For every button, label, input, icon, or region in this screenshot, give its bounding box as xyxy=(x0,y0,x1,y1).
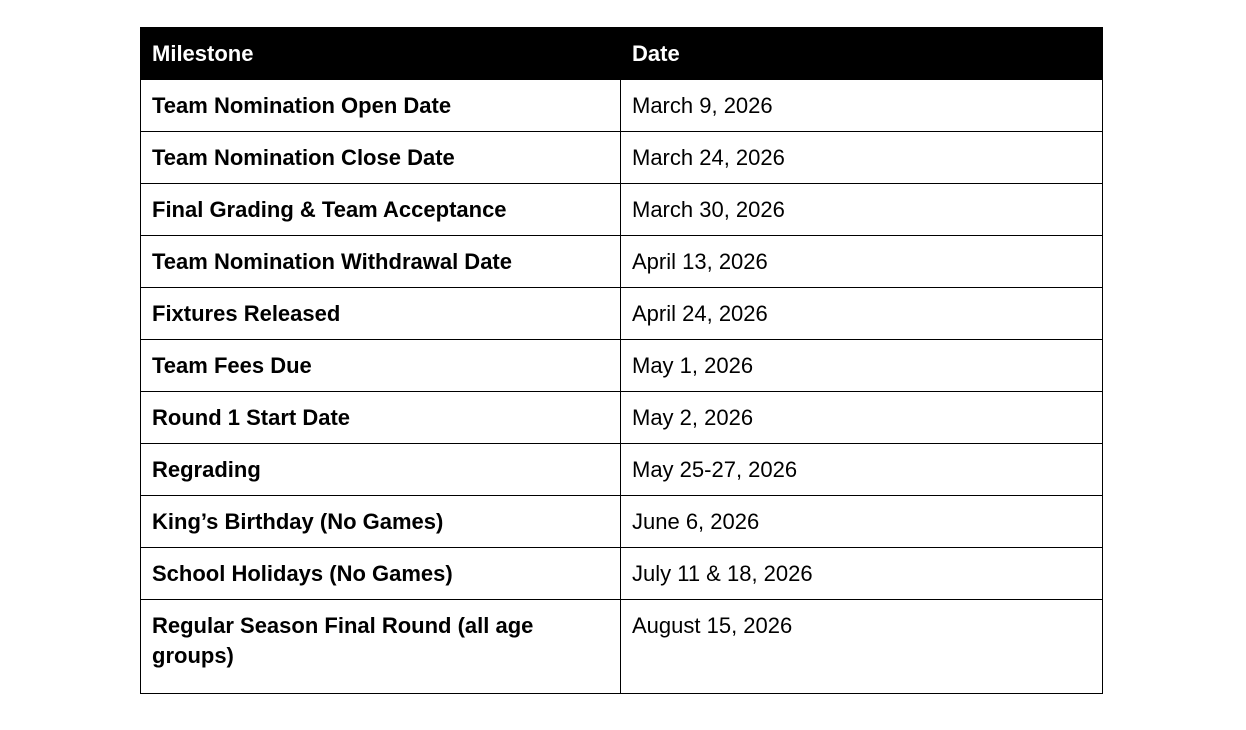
table-row xyxy=(141,132,1103,184)
date-cell: April 24, 2026 xyxy=(621,288,1103,340)
date-cell: July 11 & 18, 2026 xyxy=(621,548,1103,600)
date-cell: May 1, 2026 xyxy=(621,340,1103,392)
table-row xyxy=(141,184,1103,236)
milestone-cell: King’s Birthday (No Games) xyxy=(141,496,621,548)
milestone-cell: Regrading xyxy=(141,444,621,496)
date-cell: March 9, 2026 xyxy=(621,80,1103,132)
milestone-table xyxy=(140,27,1103,694)
column-header-milestone: Milestone xyxy=(141,28,621,80)
table-row xyxy=(141,340,1103,392)
table-row xyxy=(141,444,1103,496)
milestone-cell: Team Nomination Withdrawal Date xyxy=(141,236,621,288)
column-header-date: Date xyxy=(621,28,1103,80)
date-cell: June 6, 2026 xyxy=(621,496,1103,548)
table-row xyxy=(141,600,1103,694)
milestone-cell: Regular Season Final Round (all age groups) xyxy=(141,600,621,694)
date-cell: May 25-27, 2026 xyxy=(621,444,1103,496)
milestone-cell: Team Fees Due xyxy=(141,340,621,392)
milestone-cell: School Holidays (No Games) xyxy=(141,548,621,600)
table-row xyxy=(141,548,1103,600)
table-header-row xyxy=(141,28,1103,80)
date-cell: March 24, 2026 xyxy=(621,132,1103,184)
table-row xyxy=(141,392,1103,444)
milestone-cell: Team Nomination Open Date xyxy=(141,80,621,132)
table-row xyxy=(141,496,1103,548)
date-cell: May 2, 2026 xyxy=(621,392,1103,444)
table-row xyxy=(141,288,1103,340)
date-cell: March 30, 2026 xyxy=(621,184,1103,236)
milestone-cell: Final Grading & Team Acceptance xyxy=(141,184,621,236)
table-row xyxy=(141,80,1103,132)
milestone-cell: Round 1 Start Date xyxy=(141,392,621,444)
milestone-cell: Team Nomination Close Date xyxy=(141,132,621,184)
table-row xyxy=(141,236,1103,288)
date-cell: April 13, 2026 xyxy=(621,236,1103,288)
milestone-cell: Fixtures Released xyxy=(141,288,621,340)
date-cell: August 15, 2026 xyxy=(621,600,1103,694)
milestone-table-container xyxy=(140,27,1102,694)
